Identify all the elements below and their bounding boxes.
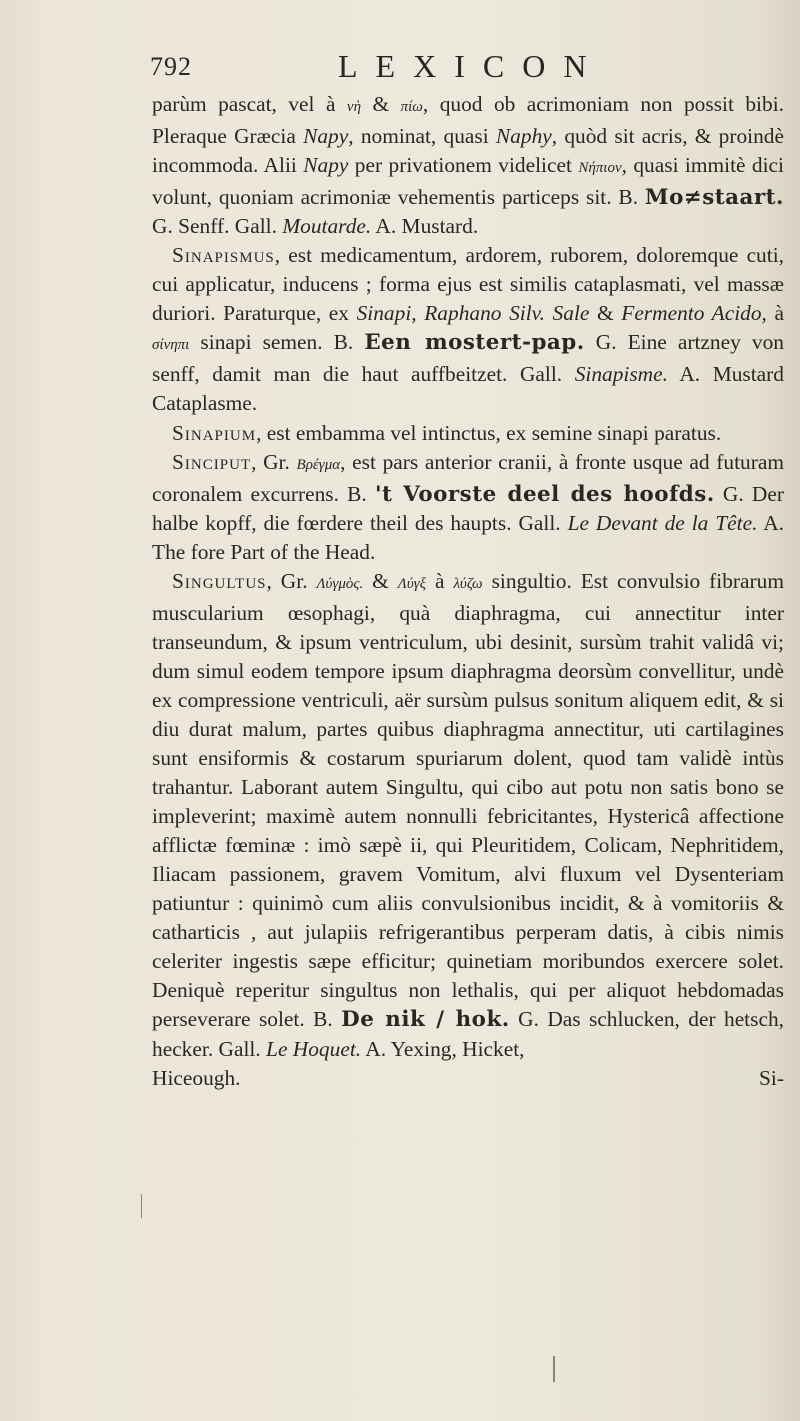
last-line-text: Hiceough. (152, 1065, 241, 1090)
greek-word: Λύγξ (397, 575, 427, 592)
dictionary-text (152, 90, 784, 1093)
page-number: 792 (150, 52, 192, 81)
greek-word: πίω (400, 99, 423, 115)
entry-sinapium: Sinapium, est embamma vel intinctus, ex semine sinapi paratus. (172, 420, 722, 445)
greek-word: σίνηπι (152, 337, 190, 354)
blackletter-dutch: De nik / hok. (341, 1007, 510, 1033)
entry-singultus: Singultus, Gr. Λύγμὸς. & Λύγξ à λύζω singultio. Est convulsio fibrarum muscularium œsophagi, quà diaphragma, cui annectitur inter transeundum, & ipsum ventriculum, ubi desinit, sursùm trahit validâ vi; dum simul eodem tempore ipsum diaphragma deorsùm convellitur, undè ex compressione ventriculi, aër sursùm pulsus sonitum aliquem edit, & si diu durat malum, partes quibus diaphragma annectitur, uti cartilagines sunt ensiformis & costarum spuriarum dolent, quod tam validè intùs trahantur. Laborant autem Singultu, qui cibo aut potu non satis bono se impleverint; maximè autem nonnulli febricitantes, Hystericâ affectione afflictæ fœminæ : imò sæpè ii, qui Pleuritidem, Colicam, Nephritidem, Iliacam passionem, gravem Vomitum, alvi fluxum vel Dysenteriam patiuntur : quinimò cum aliis convulsionibus incidit, & à vomitoriis & catharticis , aut julapiis refrigerantibus perperam datis, à cibis nimis celeriter ingestis sæpe efficitur; quinetiam moribundos exercere solet. Deniquè reperitur singultus non lethalis, qui per aliquot hebdomadas perseverare solet. B. De nik / hok. G. Das schlucken, der hetsch, hecker. Gall. Le Hoquet. A. Yexing, Hicket, (152, 568, 784, 1061)
last-line (152, 1064, 784, 1093)
blackletter-dutch: Een mostert-pap. (364, 330, 585, 356)
entry-term: Sinciput (172, 449, 252, 474)
margin-mark (141, 1194, 142, 1218)
catchword: Si- (759, 1065, 784, 1090)
entry-sinapi-continuation: parùm pascat, vel à νὴ & πίω, quod ob acrimoniam non possit bibi. Pleraque Græcia Napy, nominat, quasi Naphy, quòd sit acris, & proindè incommoda. Alii Napy per privationem videlicet Νήπιον, quasi immitè dici volunt, quoniam acrimoniæ vehementis particeps sit. B. Mo≠staart. G. Senff. Gall. Moutarde. A. Mustard. (152, 92, 784, 239)
greek-word: Βρέγμα (296, 456, 341, 473)
entry-sinapismus: Sinapismus, est medicamentum, ardorem, ruborem, doloremque cuti, cui applicatur, inducens ; forma ejus est similis cataplasmati, vel massæ duriori. Paraturque, ex Sinapi, Raphano Silv. Sale & Fermento Acido, à σίνηπι sinapi semen. B. Een mostert-pap. G. Eine artzney von senff, damit man die haut auffbeitzet. Gall. Sinapisme. A. Mustard Cataplasme. (152, 243, 784, 416)
margin-mark (553, 1356, 555, 1382)
greek-word: νὴ (346, 99, 362, 115)
entry-term: Sinapismus (172, 243, 275, 268)
page-header (150, 44, 790, 94)
blackletter-dutch: Mo≠staart. (644, 185, 784, 211)
running-title: LEXICON (338, 48, 605, 84)
blackletter-dutch: 't Voorste deel des hoofds. (374, 481, 715, 507)
entry-sinciput: Sinciput, Gr. Βρέγμα, est pars anterior cranii, à fronte usque ad futuram coronalem excurrens. B. 't Voorste deel des hoofds. G. Der halbe kopff, die fœrdere theil des haupts. Gall. Le Devant de la Tête. A. The fore Part of the Head. (152, 449, 784, 564)
greek-word: Λύγμὸς. (316, 575, 364, 592)
greek-word: Νήπιον (578, 160, 622, 177)
greek-word: λύζω (453, 575, 483, 592)
entry-term: Singultus (172, 568, 267, 593)
entry-term: Sinapium (172, 420, 257, 445)
